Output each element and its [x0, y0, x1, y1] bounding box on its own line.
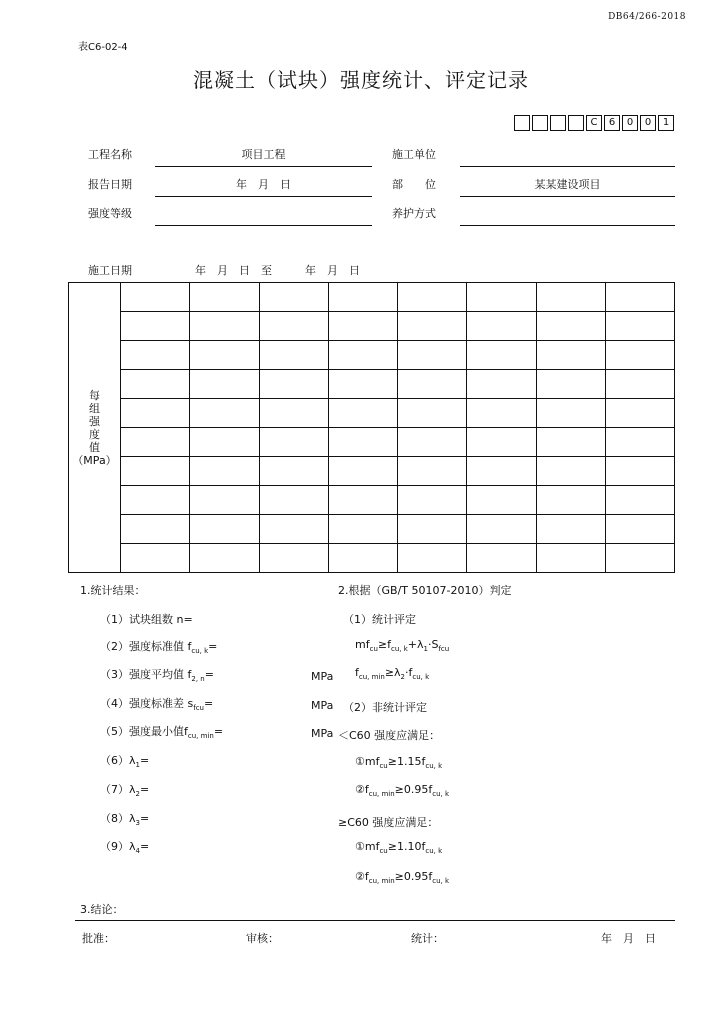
conclusion-heading: 3.结论：: [80, 903, 124, 916]
judge-heading: 2.根据（GB/T 50107-2010）判定: [338, 584, 512, 597]
table-cell[interactable]: [605, 543, 674, 572]
table-cell[interactable]: [467, 340, 536, 369]
table-cell[interactable]: [536, 427, 605, 456]
table-cell[interactable]: [398, 514, 467, 543]
condition-4: $②f_{cu, min}\ge 0.95f_{cu, k}$: [355, 870, 450, 885]
table-cell[interactable]: [259, 456, 328, 485]
table-cell[interactable]: [259, 485, 328, 514]
table-cell[interactable]: [190, 311, 259, 340]
condition-3: $①mf_{cu}\ge 1.10f_{cu, k}$: [355, 840, 443, 855]
table-cell[interactable]: [536, 398, 605, 427]
table-cell[interactable]: [536, 543, 605, 572]
table-cell[interactable]: [328, 427, 397, 456]
stat-item: （5）强度最小值$f_{cu, min}=$: [100, 725, 224, 740]
table-cell[interactable]: [536, 283, 605, 312]
table-cell[interactable]: [190, 369, 259, 398]
formula-1: $mf_{cu}\ge f_{cu, k}+\lambda_1\cdot S_{fcu}$: [355, 638, 450, 653]
code-box[interactable]: 1: [658, 115, 674, 131]
table-cell[interactable]: [605, 369, 674, 398]
table-cell[interactable]: [259, 369, 328, 398]
above-c60-label: ≥C60 强度应满足：: [338, 816, 439, 829]
table-cell[interactable]: [259, 543, 328, 572]
table-row: [69, 311, 675, 340]
below-c60-label: ＜C60 强度应满足：: [338, 729, 441, 742]
code-box[interactable]: 6: [604, 115, 620, 131]
table-cell[interactable]: [398, 283, 467, 312]
table-cell[interactable]: [467, 543, 536, 572]
table-cell[interactable]: [536, 456, 605, 485]
non-statistical-eval-label: （2）非统计评定: [343, 701, 427, 714]
construction-unit-underline: [460, 166, 675, 167]
table-row: [69, 398, 675, 427]
table-cell[interactable]: [536, 340, 605, 369]
statistician-label: 统计：: [411, 932, 444, 945]
code-box[interactable]: [514, 115, 530, 131]
stat-item: （4）强度标准差 $s_{fcu}=$: [100, 697, 214, 712]
strength-values-table: [68, 282, 675, 573]
standard-number: DB64/266-2018: [608, 12, 686, 22]
table-row: [69, 456, 675, 485]
table-cell[interactable]: [190, 456, 259, 485]
stat-item: $(9)\lambda_4=$: [100, 840, 150, 855]
table-cell[interactable]: [398, 456, 467, 485]
table-row: [69, 369, 675, 398]
stats-heading: 1.统计结果：: [80, 584, 146, 597]
part-underline: [460, 196, 675, 197]
table-cell[interactable]: [398, 340, 467, 369]
table-cell[interactable]: [398, 311, 467, 340]
strength-grade-underline[interactable]: [155, 225, 372, 226]
table-cell[interactable]: [259, 398, 328, 427]
table-cell[interactable]: [605, 485, 674, 514]
table-cell[interactable]: [328, 311, 397, 340]
table-cell[interactable]: [121, 398, 190, 427]
table-cell[interactable]: [121, 514, 190, 543]
table-cell[interactable]: [605, 340, 674, 369]
table-cell[interactable]: [328, 369, 397, 398]
project-name-value[interactable]: 项目工程: [241, 148, 286, 161]
table-row: [69, 543, 675, 572]
side-label-text: 每 组 强 度 值 （MPa）: [72, 388, 117, 467]
table-cell[interactable]: [259, 514, 328, 543]
table-cell[interactable]: [121, 427, 190, 456]
stat-item: （1）试块组数 n=: [100, 613, 193, 626]
table-cell[interactable]: [398, 485, 467, 514]
table-cell[interactable]: [605, 311, 674, 340]
statistical-eval-label: （1）统计评定: [343, 613, 416, 626]
page-title: 混凝土（试块）强度统计、评定记录: [193, 68, 529, 92]
table-cell[interactable]: [536, 311, 605, 340]
table-row: [69, 485, 675, 514]
report-date-label: 报告日期: [88, 178, 132, 191]
table-cell[interactable]: [190, 340, 259, 369]
table-cell[interactable]: [328, 514, 397, 543]
table-cell[interactable]: [328, 543, 397, 572]
table-cell[interactable]: [605, 283, 674, 312]
table-cell[interactable]: [121, 283, 190, 312]
condition-1: $①mf_{cu}\ge 1.15f_{cu, k}$: [355, 755, 443, 770]
table-cell[interactable]: [605, 427, 674, 456]
table-cell[interactable]: [121, 456, 190, 485]
table-cell[interactable]: [259, 283, 328, 312]
code-box[interactable]: C: [586, 115, 602, 131]
table-cell[interactable]: [467, 485, 536, 514]
table-cell[interactable]: [190, 398, 259, 427]
table-cell[interactable]: [467, 514, 536, 543]
code-box[interactable]: 0: [622, 115, 638, 131]
construction-unit-label: 施工单位: [392, 148, 436, 161]
table-cell[interactable]: [398, 427, 467, 456]
mpa-unit: MPa: [311, 727, 334, 740]
table-cell[interactable]: [328, 340, 397, 369]
table-row: [69, 427, 675, 456]
table-cell[interactable]: [398, 369, 467, 398]
table-cell[interactable]: [467, 427, 536, 456]
code-box[interactable]: 0: [640, 115, 656, 131]
curing-method-label: 养护方式: [392, 207, 436, 220]
table-cell[interactable]: [467, 283, 536, 312]
table-cell[interactable]: [605, 514, 674, 543]
stat-item: （2）强度标准值 $f_{cu, k}=$: [100, 640, 218, 655]
footer-divider: [75, 920, 675, 921]
table-cell[interactable]: [190, 485, 259, 514]
table-cell[interactable]: [467, 456, 536, 485]
table-cell[interactable]: [121, 340, 190, 369]
table-cell[interactable]: [190, 283, 259, 312]
table-cell[interactable]: [121, 485, 190, 514]
project-name-underline: [155, 166, 372, 167]
table-cell[interactable]: [190, 427, 259, 456]
footer-date[interactable]: 年 月 日: [601, 932, 656, 945]
mpa-unit: MPa: [311, 670, 334, 683]
table-cell[interactable]: [121, 311, 190, 340]
condition-2: $②f_{cu, min}\ge 0.95f_{cu, k}$: [355, 783, 450, 798]
side-label: [69, 283, 121, 573]
approve-label: 批准：: [82, 932, 115, 945]
form-number: 表C6-02-4: [78, 42, 128, 53]
code-boxes: [514, 115, 674, 131]
formula-2: $f_{cu, min}\ge\lambda_2\cdot f_{cu, k}$: [355, 666, 430, 681]
review-label: 审核：: [246, 932, 279, 945]
stat-item: $(7)\lambda_2=$: [100, 783, 150, 798]
table-cell[interactable]: [328, 283, 397, 312]
table-cell[interactable]: [259, 340, 328, 369]
table-cell[interactable]: [605, 398, 674, 427]
mpa-unit: MPa: [311, 699, 334, 712]
code-box[interactable]: [532, 115, 548, 131]
table-row: [69, 340, 675, 369]
stat-item: $(8)\lambda_3=$: [100, 812, 150, 827]
table-cell[interactable]: [536, 369, 605, 398]
table-row: [69, 514, 675, 543]
construction-date-label: 施工日期: [88, 264, 132, 277]
table-cell[interactable]: [467, 398, 536, 427]
table-cell[interactable]: [328, 456, 397, 485]
table-cell[interactable]: [605, 456, 674, 485]
report-date-value[interactable]: 年 月 日: [236, 178, 291, 191]
table-cell[interactable]: [467, 311, 536, 340]
construction-date-value[interactable]: 年 月 日 至 年 月 日: [195, 264, 360, 277]
stat-item: $(6)\lambda_1=$: [100, 754, 150, 769]
table-cell[interactable]: [259, 427, 328, 456]
report-date-underline: [155, 196, 372, 197]
part-value[interactable]: 某某建设项目: [534, 178, 601, 191]
part-label: 部 位: [392, 178, 436, 191]
table-cell[interactable]: [398, 543, 467, 572]
table-cell[interactable]: [121, 543, 190, 572]
table-cell[interactable]: [467, 369, 536, 398]
strength-grade-label: 强度等级: [88, 207, 132, 220]
table-cell[interactable]: [328, 398, 397, 427]
project-name-label: 工程名称: [88, 148, 132, 161]
stat-item: （3）强度平均值 $f_{2, n}=$: [100, 668, 214, 683]
table-cell[interactable]: [398, 398, 467, 427]
code-box[interactable]: [568, 115, 584, 131]
curing-method-underline[interactable]: [460, 225, 675, 226]
table-cell[interactable]: [328, 485, 397, 514]
table-cell[interactable]: [259, 311, 328, 340]
code-box[interactable]: [550, 115, 566, 131]
table-cell[interactable]: [121, 369, 190, 398]
table-cell[interactable]: [190, 543, 259, 572]
table-cell[interactable]: [190, 514, 259, 543]
table-cell[interactable]: [536, 514, 605, 543]
table-cell[interactable]: [536, 485, 605, 514]
